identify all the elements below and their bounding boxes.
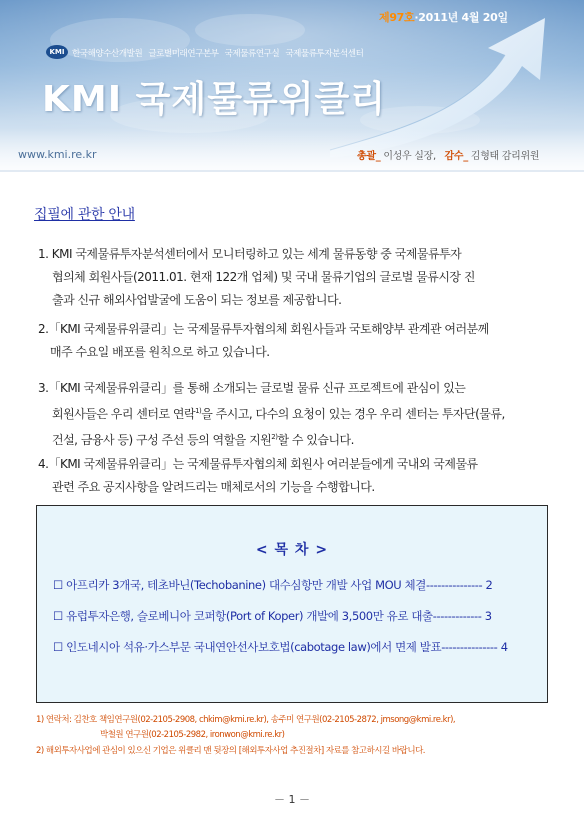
para4-line1: 4.「KMI 국제물류위클리」는 국제물류투자협의체 회원사 여러분들에게 국내외 국제물류 bbox=[38, 457, 478, 471]
para3-line3-b: 할 수 있습니다. bbox=[277, 433, 354, 447]
issue-date: 2011년 4월 20일 bbox=[418, 11, 508, 24]
toc-item-leader: --------------- bbox=[441, 640, 498, 654]
page-number: － 1 － bbox=[274, 793, 310, 806]
paragraph-4 bbox=[38, 453, 556, 499]
para4-line2: 관련 주요 공지사항을 알려드리는 매체로서의 기능을 수행합니다. bbox=[52, 480, 375, 494]
staff-role-1: 총괄_ bbox=[357, 151, 381, 162]
paragraph-1 bbox=[38, 243, 556, 312]
para3-line3-a: 건설, 금융사 등) 구성 주선 등의 역할을 지원 bbox=[52, 433, 272, 447]
toc-item[interactable] bbox=[53, 608, 543, 624]
toc-item-leader: --------------- bbox=[425, 578, 483, 592]
footnote-1-cont: 박철원 연구원(02-2105-2982, ironwon@kmi.re.kr) bbox=[100, 730, 285, 740]
kmi-logo-icon: KMI bbox=[46, 45, 68, 59]
toc-item-text: ☐ 유럽투자은행, 슬로베니아 코퍼항(Port of Koper) 개발에 3,500만 유로 대출 bbox=[53, 609, 433, 623]
table-of-contents bbox=[36, 505, 548, 703]
para3-line3 bbox=[38, 426, 556, 452]
footnote-ref-2: 2) bbox=[271, 433, 278, 441]
para3-line2 bbox=[38, 400, 556, 426]
paragraph-3 bbox=[38, 377, 556, 452]
issue-info bbox=[379, 9, 508, 25]
toc-item-text: ☐ 인도네시아 석유·가스부문 국내연안선사보호법(cabotage law)에서 면제 발표 bbox=[53, 640, 442, 654]
footnote-ref-1: 1) bbox=[195, 407, 202, 415]
toc-item-text: ☐ 아프리카 3개국, 테초바닌(Techobanine) 대수심항만 개발 사업 MOU 체결 bbox=[53, 578, 426, 592]
staff-name-1: 이성우 실장, bbox=[383, 151, 436, 162]
para1-line1: 1. KMI 국제물류투자분석센터에서 모니터링하고 있는 세계 물류동향 중 국제물류투자 bbox=[38, 247, 462, 261]
org-dept: 국제물류연구실 bbox=[224, 49, 280, 59]
newsletter-title: KMI 국제물류위클리 bbox=[42, 79, 387, 120]
org-division: 글로벌미래연구본부 bbox=[148, 49, 219, 59]
para3-line2-b: 을 주시고, 다수의 요청이 있는 경우 우리 센터는 투자단(물류, bbox=[201, 407, 505, 421]
para2-line1: 2.「KMI 국제물류위클리」는 국제물류투자협의체 회원사들과 국토해양부 관계관 여러분께 bbox=[38, 322, 489, 336]
section-heading: 집필에 관한 안내 bbox=[34, 207, 135, 223]
toc-item-page: 3 bbox=[484, 609, 492, 623]
toc-item-page: 4 bbox=[500, 640, 508, 654]
org-center: 국제물류투자분석센터 bbox=[285, 49, 364, 59]
website-link[interactable]: www.kmi.re.kr bbox=[18, 148, 97, 161]
para1-line2: 협의체 회원사들(2011.01. 현재 122개 업체) 및 국내 물류기업의 글로벌 물류시장 진 bbox=[52, 270, 475, 284]
staff-name-2: 김형태 감리위원 bbox=[470, 151, 540, 162]
footnote-2: 2) 해외투자사업에 관심이 있으신 기업은 위클리 맨 뒷장의 [해외투자사업 추진절차] 자료를 참고하시길 바랍니다. bbox=[36, 746, 425, 756]
toc-item[interactable] bbox=[53, 639, 543, 655]
footnote-1: 1) 연락처: 김찬호 책임연구원(02-2105-2908, chkim@kmi.re.kr), 송주미 연구원(02-2105-2872, jmsong@kmi.re.kr), bbox=[36, 715, 456, 725]
org-line bbox=[72, 47, 369, 59]
issue-number: 제97호 bbox=[379, 11, 415, 24]
para3-line2-a: 회원사들은 우리 센터로 연락 bbox=[52, 407, 196, 421]
paragraph-2 bbox=[38, 318, 556, 364]
toc-title: < 목 차 > bbox=[255, 542, 329, 558]
issue-separator: · bbox=[414, 11, 419, 24]
toc-item-leader: ------------- bbox=[432, 609, 482, 623]
org-name: 한국해양수산개발원 bbox=[72, 49, 143, 59]
para2-line2: 매주 수요일 배포를 원칙으로 하고 있습니다. bbox=[50, 345, 270, 359]
header-banner bbox=[0, 0, 584, 172]
toc-item-page: 2 bbox=[485, 578, 493, 592]
para1-line3: 출과 신규 해외사업발굴에 도움이 되는 정보를 제공합니다. bbox=[52, 293, 342, 307]
para3-line1: 3.「KMI 국제물류위클리」를 통해 소개되는 글로벌 물류 신규 프로젝트에 관심이 있는 bbox=[38, 381, 466, 395]
staff-role-2: 감수_ bbox=[444, 151, 468, 162]
staff-credits bbox=[357, 147, 539, 162]
toc-item[interactable] bbox=[53, 577, 543, 593]
